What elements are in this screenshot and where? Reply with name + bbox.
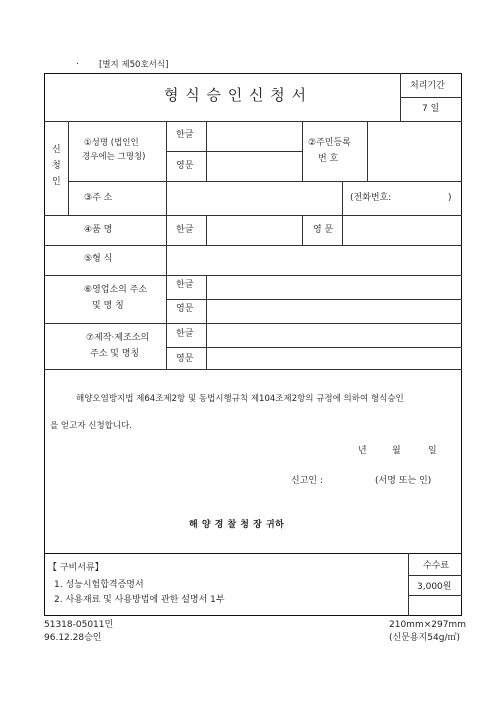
form-annex-label: [별지 제50호서식] xyxy=(99,60,169,70)
signature-placeholder: (서명 또는 인) xyxy=(375,476,432,486)
date-month-label: 월 xyxy=(392,446,401,456)
applicant-section-char-2: 청 xyxy=(52,161,61,171)
applicant-section-char-3: 인 xyxy=(52,177,61,187)
attachment-item-1: 1. 성능시험합격증명서 xyxy=(54,580,144,590)
product-english-field[interactable] xyxy=(343,216,460,244)
name-english-field[interactable] xyxy=(207,152,301,180)
business-korean-field[interactable] xyxy=(207,276,460,298)
factory-label-line1: ⑦제작·제조소의 xyxy=(86,333,150,343)
paper-spec: (신문용지54g/㎡) xyxy=(389,633,460,643)
address-label: ③주 소 xyxy=(84,193,113,203)
resident-number-label-line1: ②주민등록 xyxy=(308,138,351,148)
factory-korean-label: 한글 xyxy=(176,329,194,339)
factory-label-line2: 주소 및 명칭 xyxy=(90,349,140,359)
declaration-line1: 해양오염방지법 제64조제2항 및 동법시행규칙 제104조제2항의 규정에 의하여 형식승인 xyxy=(76,394,404,404)
date-day-label: 일 xyxy=(428,446,437,456)
date-year-label: 년 xyxy=(358,446,367,456)
business-office-label-line1: ⑥영업소의 주소 xyxy=(84,285,148,295)
annex-dot: . xyxy=(76,57,79,67)
applicant-signature-label: 신고인 : xyxy=(291,476,323,486)
product-name-label: ④품 명 xyxy=(84,225,113,235)
business-office-label-line2: 및 명 칭 xyxy=(92,301,124,311)
form-title: 형 식 승 인 신 청 서 xyxy=(164,86,308,104)
name-label-line2: 경우에는 그명칭) xyxy=(82,152,146,162)
processing-period-label: 처리기간 xyxy=(410,81,445,91)
factory-korean-field[interactable] xyxy=(207,324,460,346)
applicant-section-char-1: 신 xyxy=(52,145,61,155)
resident-number-field[interactable] xyxy=(368,122,460,180)
name-label-line1: ①성명 (법인인 xyxy=(84,138,139,148)
fee-label: 수수료 xyxy=(423,561,450,571)
declaration-line2: 을 얻고자 신청합니다. xyxy=(50,421,133,431)
model-field[interactable] xyxy=(167,246,460,274)
model-label: ⑤형 식 xyxy=(84,254,113,264)
name-korean-field[interactable] xyxy=(207,122,301,150)
attachments-header: 【 구비서류】 xyxy=(48,563,104,573)
paper-size: 210mm×297mm xyxy=(389,620,466,630)
product-korean-field[interactable] xyxy=(207,216,301,244)
fee-value: 3,000원 xyxy=(417,582,452,592)
name-english-label: 영문 xyxy=(176,161,194,171)
approval-date: 96.12.28승인 xyxy=(44,633,102,643)
phone-close-paren: ) xyxy=(448,193,452,203)
name-korean-label: 한글 xyxy=(176,130,194,140)
attachment-item-2: 2. 사용재료 및 사용방법에 관한 설명서 1부 xyxy=(54,595,225,605)
address-field[interactable] xyxy=(167,182,341,214)
product-korean-label: 한글 xyxy=(176,225,194,235)
business-english-field[interactable] xyxy=(207,300,460,322)
business-english-label: 영문 xyxy=(176,304,194,314)
factory-english-field[interactable] xyxy=(207,348,460,368)
resident-number-label-line2: 번 호 xyxy=(318,154,339,164)
product-english-label: 영 문 xyxy=(313,225,334,235)
addressee: 해 양 경 찰 청 장 귀하 xyxy=(189,520,285,530)
phone-label: (전화번호: xyxy=(350,193,392,203)
processing-period-value: 7 일 xyxy=(422,104,440,114)
form-code: 51318-05011민 xyxy=(44,620,114,630)
business-korean-label: 한글 xyxy=(176,280,194,290)
factory-english-label: 영문 xyxy=(176,354,194,364)
